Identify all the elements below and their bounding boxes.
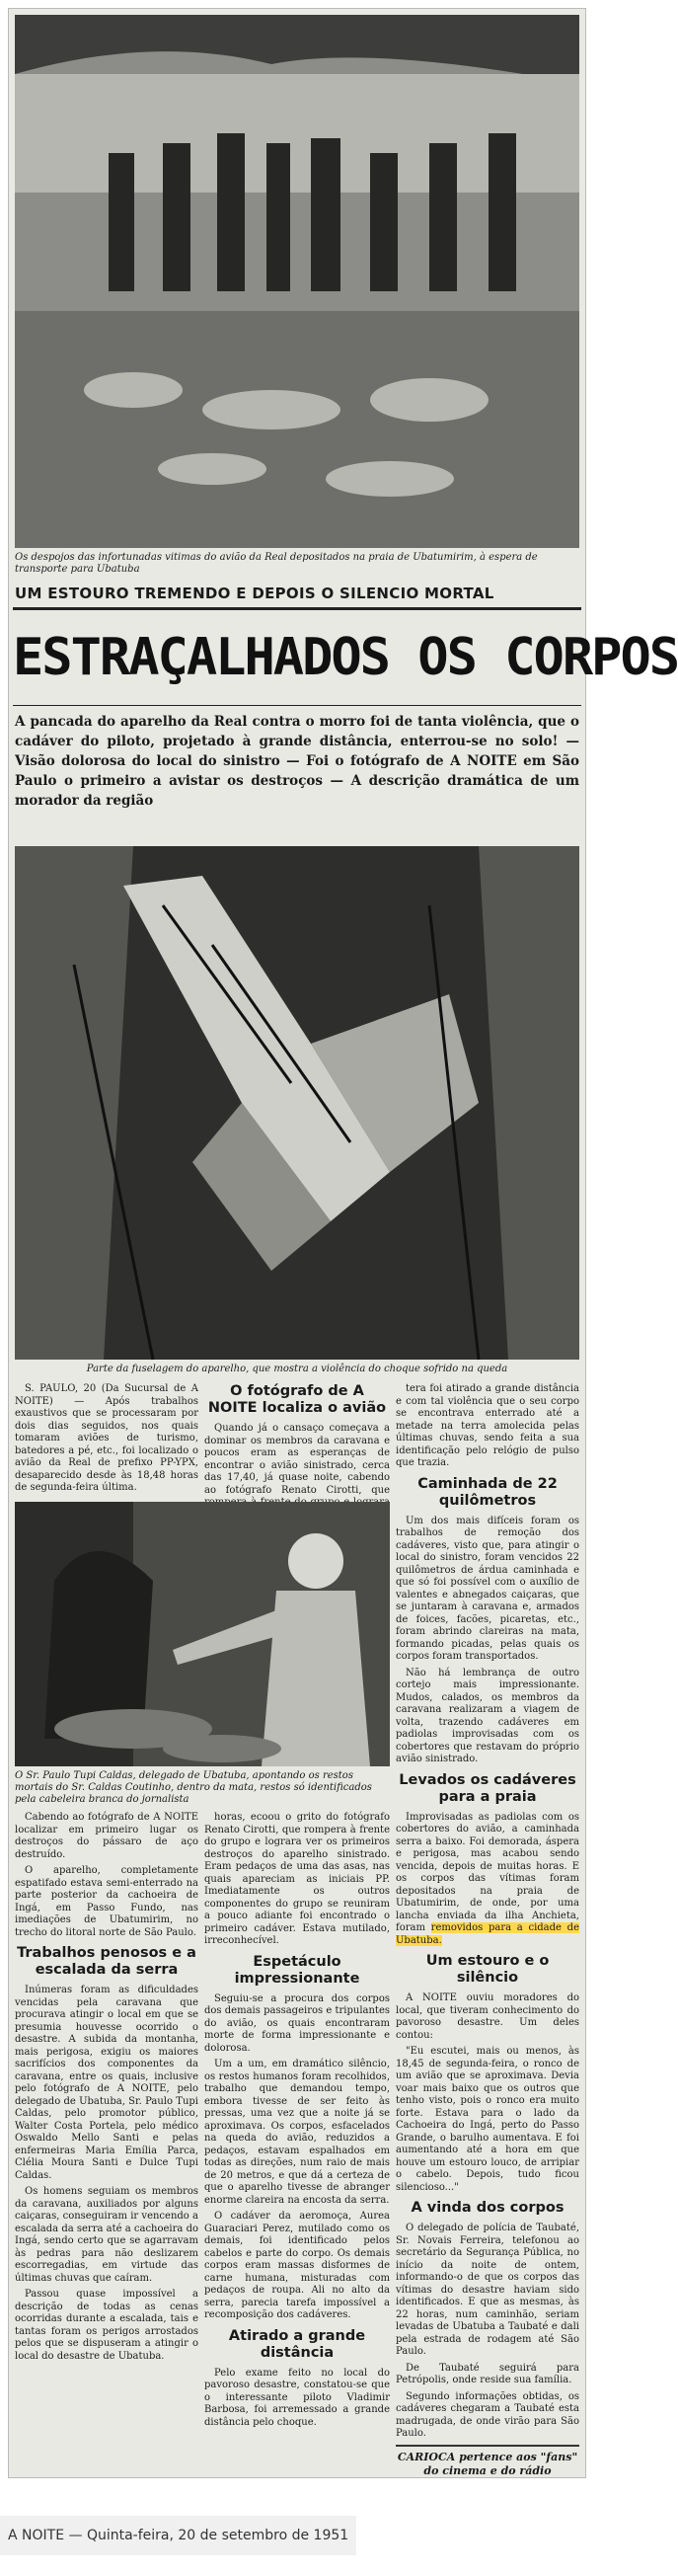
col3-paragraph: "Eu escutei, mais ou menos, às 18,45 de segunda-feira, o ronco de um avião que se aproximava. Devia voar mais baixo que os outros que tenho visto, pois o ronco era muito forte. Estava para o lado da Cachoeira do Ingá, perto do Passo Grande, o barulho aumentava. E foi aumentando até a hora em que houve um estouro louco, de arripiar o cabelo. Depois, tudo ficou silencioso..." [396,2046,579,2193]
col3-paragraph-highlighted [396,1812,579,1948]
col3-subheading-3: Um estouro e o silêncio [425,1953,550,1986]
column-2-continued [204,1812,390,2433]
col3-para2a: Improvisadas as padiolas com os cobertores do avião, a caminhada serra a baixo. Foi demorada, áspera e perigosa, mas acabou sendo vencida, depois de muitas horas. E os corpos das vítimas foram depositados na praia de Ubatumirim, de onde, por uma lancha enviada da ilha Anchieta, foram [396,1811,579,1933]
col2-subheading-2: Espetáculo impressionante [234,1953,360,1987]
col2-subheading-3: Atirado a grande distância [228,2327,366,2361]
col1-paragraph: O aparelho, completamente espatifado estava semi-enterrado na parte posterior da cachoeira de Ingá, em Passo Fundo, nas imediações de Ubatumirim, no trecho do litoral norte de São Paulo. [15,1865,198,1938]
footer-dateline: A NOITE — Quinta-feira, 20 de setembro de 1951 [0,2516,356,2555]
col1-paragraph: Passou quase impossível a descrição de todas as cenas ocorridas durante a escalada, tais e tantas foram os perigos arrostados pelos que se dispuseram a atingir o local do desastre de Ubatuba. [15,2289,198,2362]
col3-paragraph: Não há lembrança de outro cortejo mais impressionante. Mudos, calados, os membros da caravana realizaram a viagem de volta, trazendo cadáveres em padiolas improvisadas com os cobertores que restavam do próprio avião sinistrado. [396,1667,579,1764]
col3-paragraph: A NOITE ouviu moradores do local, que tiveram conhecimento do pavoroso desastre. Um deles contou: [396,1992,579,2041]
col1-paragraph: Os homens seguiam os membros da caravana, auxiliados por alguns caiçaras, conseguiram ir vencendo a escalada da serra até a cachoeira do Ingá, sendo certo que se agarravam às pedras para não deslizarem escorregadias, em virtude das últimas chuvas que caíram. [15,2186,198,2284]
col3-paragraph: tera foi atirado a grande distância e com tal violência que o seu corpo se encontrava enterrado até a metade na terra amolecida pelas últimas chuvas, sendo feita a sua identificação pelo relógio de pulso que trazia. [396,1383,579,1468]
photo1-caption: Os despojos das infortunadas vitimas do avião da Real depositados na praia de Ubatumirim, à espera de transporte para Ubatuba [15,552,538,575]
photo-fuselage [15,846,579,1360]
column-1-continued [15,1812,198,2367]
col3-paragraph: O delegado de polícia de Taubaté, Sr. Novais Ferreira, telefonou ao secretário da Segurança Pública, no início da noite de ontem, informando-o de que os corpos das vítimas do desastre haviam sido identificados. E que as mesmas, às 22 horas, num caminhão, seriam levadas de Ubatuba a Taubaté e dali pela estrada de rodagem até São Paulo. [396,2223,579,2357]
main-headline: ESTRAÇALHADOS OS CORPOS [13,607,581,706]
col1-paragraph: Inúmeras foram as dificuldades vencidas pela caravana que procurava atingir o local em que se presumia houvesse ocorrido o desastre. A subida da montanha, mais perigosa, exigiu os maiores sacrifícios dos componentes da caravana, entre os quais, inclusive pelo fotógrafo de A NOITE, pelo delegado de Ubatuba, Sr. Paulo Tupi Caldas, pelo promotor público, Walter Costa Portela, pelo médico Oswaldo Mello Santi e pelas enfermeiras Maria Emília Parca, Clélia Moura Santi e Dulce Tupi Caldas. [15,1985,198,2181]
col2-subheading-1: O fotógrafo de A NOITE localiza o avião [207,1383,387,1416]
col3-subheading-4: A vinda dos corpos [411,2200,565,2216]
newspaper-page [8,8,678,2478]
col3-paragraph: Segundo informações obtidas, os cadáveres chegaram a Taubaté esta madrugada, de onde virão para São Paulo. [396,2390,579,2439]
col1-paragraph: S. PAULO, 20 (Da Sucursal de A NOITE) — Após trabalhos exaustivos que se processaram por dois dias seguidos, nos quais tomaram aviões de turismo, batedores a pé, etc., foi localizado o avião da Real de prefixo PP-YPX, desaparecido desde às 18,48 horas de segunda-feira última. [15,1383,198,1493]
photo-beach-group [15,15,579,548]
col2-paragraph: O cadáver da aeromoça, Aurea Guaraciari Perez, mutilado como os demais, foi identificado pelos cabelos e parte do corpo. Os demais corpos eram massas disformes de carne humana, misturadas com pedaços de roupa. Ali no alto da serra, parecia tarefa impossível a recomposição dos cadáveres. [204,2211,390,2320]
highlighted-text: removidos para a cidade de Ubatuba. [396,1922,579,1946]
col2-paragraph: Seguiu-se a procura dos corpos dos demais passageiros e tripulantes do avião, os quais encontraram morte de forma impressionante e dolorosa. [204,1992,390,2054]
col3-paragraph: De Taubaté seguirá para Petrópolis, onde reside sua família. [396,2362,579,2385]
col2-paragraph: Quando já o cansaço começava a dominar os membros da caravana e poucos eram as esperanças de encontrar o avião sinistrado, cerca das 17,40, já quase noite, cabendo ao fotógrafo Renato Cirotti, que [204,1423,390,1496]
col2-paragraph: horas, ecoou o grito do fotógrafo Renato Cirotti, que rompera à frente do grupo e lograra ver os primeiros destroços do aparelho sinistrado. Eram pedaços de uma das asas, nas quais apareciam as iniciais PP. Imediatamente os outros componentes do grupo se reuniram a pouco adiante foi encontrado o primeiro cadáver. Estava mutilado, irreconhecível. [204,1812,390,1946]
carioca-note: CARIOCA pertence aos "fans" do cinema e do rádio [396,2445,579,2478]
photo2-caption: Parte da fuselagem do aparelho, que mostra a violência do choque sofrido na queda [86,1364,508,1374]
col1-paragraph: Cabendo ao fotógrafo de A NOITE localizar em primeiro lugar os destroços do pássaro de aço destruído. [15,1812,198,1860]
kicker-headline: UM ESTOURO TREMENDO E DEPOIS O SILENCIO MORTAL [15,585,494,602]
column-3 [396,1383,579,2478]
col3-paragraph: Um dos mais difíceis foram os trabalhos de remoção dos cadáveres, visto que, para atingir o local do sinistro, foram vencidos 22 quilômetros de árdua caminhada e que só foi possível com o auxílio de valentes e abnegados caiçaras, que se juntaram à caravana e, armados de foices, facões, picaretas, etc., foram abrindo clareiras na mata, formando picadas, pelas quais os corpos foram transportados. [396,1515,579,1662]
lead-paragraph: A pancada do aparelho da Real contra o morro foi de tanta violência, que o cadáver do piloto, projetado à grande distância, enterrou-se no solo! — Visão dolorosa do local do sinistro — Foi o fotógrafo de A NOITE em São Paulo o primeiro a avistar os destroços — A descrição dramática de um morador da região [15,714,579,809]
col3-subheading-1: Caminhada de 22 quilômetros [417,1475,558,1509]
col2-paragraph: Um a um, em dramático silêncio, os restos humanos foram recolhidos, trabalho que demandou tempo, embora tivesse de ser feito às pressas, uma vez que a noite já se aproximava. Os corpos, esfacelados na queda do avião, reduzidos a pedaços, estavam espalhados em todas as direções, num raio de mais de 20 metros, e que dá a certeza de que o aparelho tivesse de abranger enorme clareira na encosta da serra. [204,2059,390,2206]
col2-paragraph: Pelo exame feito no local do pavoroso desastre, constatou-se que o interessante piloto Vladimir Barbosa, foi arremessado a grande distância pelo choque. [204,2367,390,2428]
col1-subheading: Trabalhos penosos e a escalada da serra [17,1945,196,1978]
col3-subheading-2: Levados os cadáveres para a praia [399,1771,576,1805]
photo3-caption: O Sr. Paulo Tupi Caldas, delegado de Ubatuba, apontando os restos mortais do Sr. Caldas Coutinho, dentro da mata, restos só identificados pela cabeleira branca do jornalista [15,1770,372,1805]
photo-delegado [15,1502,390,1766]
column-1 [15,1383,198,1499]
